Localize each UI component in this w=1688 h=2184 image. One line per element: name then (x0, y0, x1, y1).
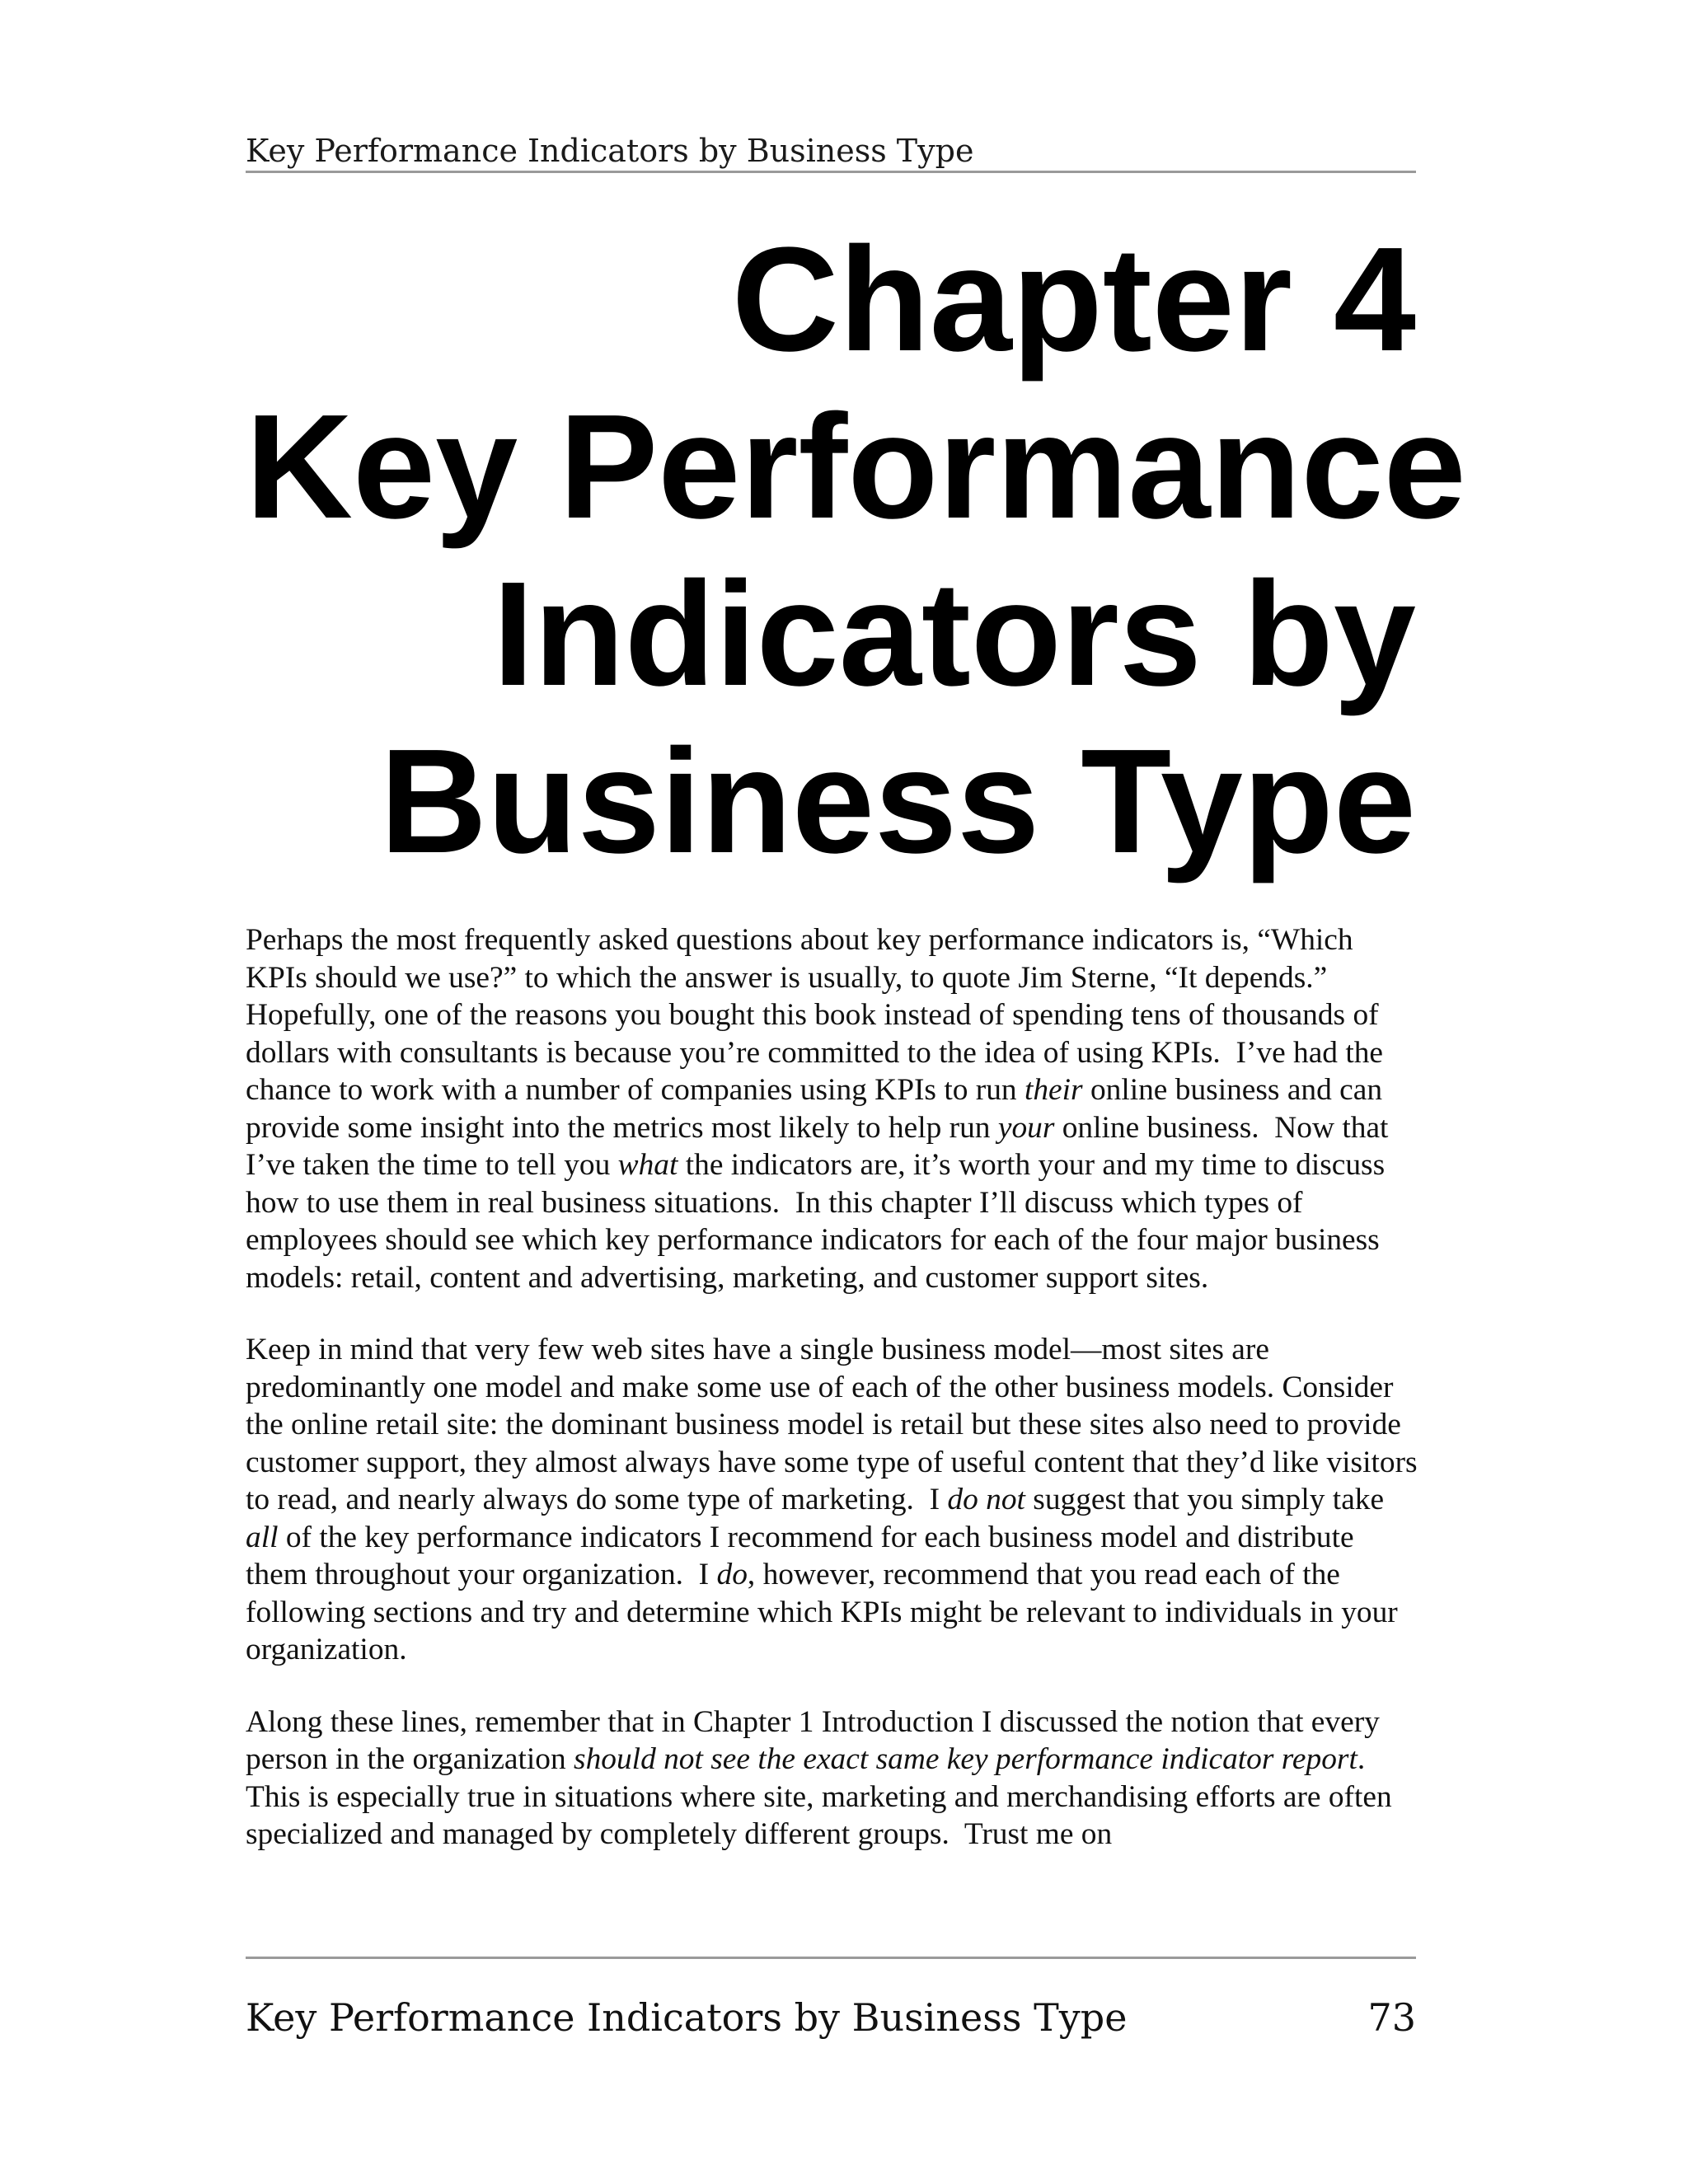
paragraph-text: Keep in mind that very few web sites have a single business model—most sites are predominantly one model and make some use of each of the other business models. Consider the online retail site: the dominant business model is retail but these sites also need to provide customer support, they almost always have some type of useful content that they’d like visitors to read, and nearly always do some type of marketing. I (246, 1333, 1418, 1516)
body-text (246, 921, 1420, 1888)
paragraph-text: the indicators are, it’s worth your and my time to discuss how to use them in real business situations. In this chapter I’ll discuss which types of employees should see which key performance indicators for each of the four major business models: retail, content and advertising, marketing, and customer support sites. (246, 1148, 1386, 1295)
paragraph-text: online business and can provide some insight into the metrics most likely to help run (246, 1073, 1383, 1145)
chapter-title-line: Chapter 4 (731, 217, 1416, 382)
running-header: Key Performance Indicators by Business Type (246, 133, 974, 169)
page-number: 73 (1367, 1995, 1416, 2040)
chapter-title (246, 216, 1466, 885)
emphasized-text: do not (947, 1483, 1025, 1516)
paragraph-text: online business. Now that I’ve taken the time to tell you (246, 1110, 1389, 1182)
footer-title: Key Performance Indicators by Business Type (246, 1995, 1128, 2040)
emphasized-text: all (246, 1520, 279, 1554)
emphasized-text: should not see the exact same key performance indicator report (574, 1742, 1357, 1776)
paragraph-text: of the key performance indicators I recommend for each business model and distribute them throughout your organization. I (246, 1520, 1354, 1591)
emphasized-text: their (1024, 1073, 1083, 1107)
paragraph-text: Along these lines, remember that in Chapter 1 Introduction I discussed the notion that every person in the organization (246, 1704, 1380, 1776)
emphasized-text: do (716, 1558, 748, 1591)
paragraph (246, 1704, 1420, 1854)
emphasized-text: your (997, 1110, 1055, 1145)
chapter-title-line: Indicators by (492, 551, 1416, 717)
chapter-title-line: Key Performance (246, 384, 1466, 550)
footer-divider (246, 1957, 1416, 1959)
emphasized-text: what (617, 1148, 678, 1182)
paragraph-text: , however, recommend that you read each of the following sections and try and determine which KPIs might be relevant to individuals in your organization. (246, 1558, 1398, 1666)
chapter-title-line: Business Type (379, 719, 1416, 884)
paragraph-text: . This is especially true in situations where site, marketing and merchandising efforts are often specialized and managed by completely different groups. Trust me on (246, 1742, 1392, 1851)
paragraph-text: suggest that you simply take (1025, 1483, 1385, 1516)
paragraph (246, 921, 1420, 1296)
paragraph-text: Perhaps the most frequently asked questions about key performance indicators is, “Which KPIs should we use?” to which the answer is usually, to quote Jim Sterne, “It depends.” Hopefully, one of the reasons you bought this book instead of spending tens of thousands of dollars with consultants is because you’re committed to the idea of using KPIs. I’ve had the chance to work with a number of companies using KPIs to run (246, 923, 1384, 1107)
header-divider (246, 171, 1416, 173)
paragraph (246, 1331, 1420, 1669)
